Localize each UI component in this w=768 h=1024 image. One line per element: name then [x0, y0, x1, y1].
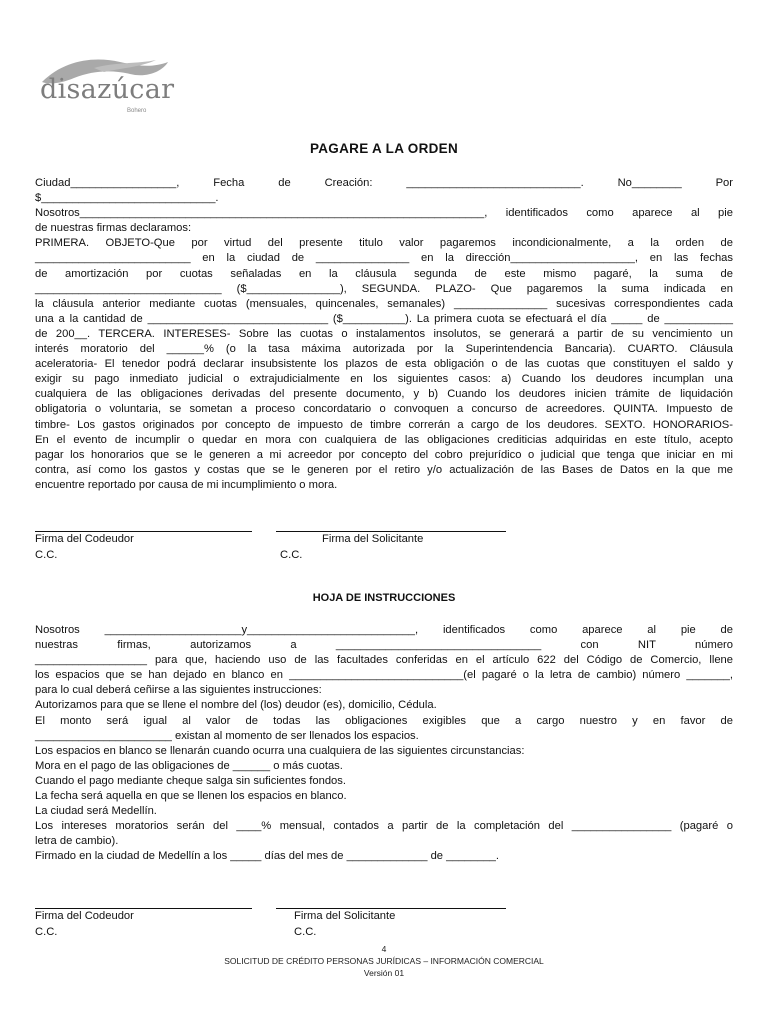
- footer-version: Versión 01: [363, 968, 405, 978]
- pagare-line: ______________________________ ($_______________), SEGUNDA. PLAZO- Que pagaremos la suma indicada en: [35, 282, 733, 295]
- pagare-line: timbre- Los gastos originados por concepto de impuesto de timbre correrán a cargo de los deudores. SEXTO. HONORARIOS-: [35, 418, 733, 431]
- instrucciones-line: nuestras firmas, autorizamos a _________________________________ con NIT número: [35, 639, 733, 652]
- instrucciones-line: La ciudad será Medellín.: [35, 805, 157, 818]
- codeudor-cc-label: C.C.: [35, 549, 58, 561]
- solicitante-signature-label: Firma del Solicitante: [294, 910, 396, 922]
- instrucciones-line: Autorizamos para que se llene el nombre del (los) deudor (es), domicilio, Cédula.: [35, 699, 437, 712]
- pagare-line: encuentre reportado por causa de mi incumplimiento o mora.: [35, 478, 338, 491]
- pagare-line: Ciudad_________________, Fecha de Creación: ____________________________. No________ Por: [35, 177, 733, 189]
- codeudor-cc-label: C.C.: [35, 926, 58, 938]
- pagare-line: contra, así como los gastos y costas que se le generen por el retiro y/o actualización de las Bases de Datos en la que me: [35, 463, 733, 476]
- pagare-line: $____________________________.: [35, 192, 219, 205]
- codeudor-signature-label: Firma del Codeudor: [35, 910, 134, 922]
- instrucciones-title: HOJA DE INSTRUCCIONES: [312, 592, 456, 604]
- instrucciones-line: Cuando el pago mediante cheque salga sin suficientes fondos.: [35, 774, 346, 787]
- pagare-line: una a la cantidad de _____________________________ ($__________). La primera cuota se efectuará el día _____ de ___________: [35, 312, 733, 325]
- pagare-line: cualquiera de las obligaciones derivadas del presente documento, y b) Cuando los deudores inicien trámite de liquidación: [35, 388, 733, 401]
- pagare-line: _________________________ en la ciudad de _______________ en la dirección____________________, en las fechas: [35, 252, 733, 265]
- instrucciones-line: El monto será igual al valor de todas las obligaciones exigibles que a cargo nuestro y en favor de: [35, 714, 733, 727]
- instrucciones-line: para lo cual deberá ceñirse a las siguientes instrucciones:: [35, 684, 322, 697]
- instrucciones-line: __________________ para que, haciendo uso de las facultades conferidas en el artículo 622 del Código de Comercio, llene: [35, 654, 733, 667]
- instrucciones-body: [35, 623, 733, 865]
- pagare-body: [35, 176, 733, 493]
- instrucciones-line: ______________________ existan al momento de ser llenados los espacios.: [35, 729, 419, 742]
- pagare-line: pagar los honorarios que se le generen a mi acreedor por concepto del cobro prejurídico o judicial que tenga que iniciar en mi: [35, 448, 733, 461]
- pagare-line: la cláusula anterior mediante cuotas (mensuales, quincenales, semanales) _______________ sucesivas correspondientes cada: [35, 297, 733, 310]
- pagare-title: PAGARE A LA ORDEN: [309, 141, 459, 156]
- pagare-line: de amortización por cuotas señaladas en la cláusula segunda de este mismo pagaré, la suma de: [35, 267, 733, 280]
- solicitante-signature-label: Firma del Solicitante: [322, 533, 424, 545]
- codeudor-signature-label: Firma del Codeudor: [35, 533, 134, 545]
- solicitante-cc-label: C.C.: [280, 549, 303, 561]
- logo-subtitle: Bohero: [127, 108, 147, 114]
- instrucciones-line: Firmado en la ciudad de Medellín a los _____ días del mes de _____________ de ________.: [35, 850, 500, 863]
- pagare-line: de 200__. TERCERA. INTERESES- Sobre las cuotas o instalamentos insolutos, se generará a partir de su vencimiento un: [35, 327, 733, 340]
- codeudor-signature-line: [35, 531, 252, 532]
- pagare-line: de nuestras firmas declaramos:: [35, 222, 192, 235]
- instrucciones-line: Nosotros ______________________y___________________________, identificados como aparece al pie de: [35, 624, 733, 636]
- instrucciones-line: los espacios que se han dejado en blanco en ____________________________(el pagaré o la letra de cambio) número _______,: [35, 669, 733, 682]
- company-logo: [34, 52, 184, 120]
- footer-line-1: SOLICITUD DE CRÉDITO PERSONAS JURÍDICAS – INFORMACIÓN COMERCIAL: [224, 956, 544, 966]
- instrucciones-line: Los espacios en blanco se llenarán cuando ocurra una cualquiera de las siguientes circunstancias:: [35, 744, 525, 757]
- instrucciones-line: Mora en el pago de las obligaciones de ______ o más cuotas.: [35, 759, 343, 772]
- instrucciones-line: La fecha será aquella en que se llenen los espacios en blanco.: [35, 790, 347, 803]
- instrucciones-line: Los intereses moratorios serán del ____% mensual, contados a partir de la completación del ________________ (pagaré o: [35, 820, 733, 833]
- solicitante-signature-line: [276, 531, 506, 532]
- solicitante-signature-line: [276, 908, 506, 909]
- instrucciones-line: letra de cambio).: [35, 835, 119, 848]
- pagare-line: En el evento de incumplir o quedar en mora con cualquiera de las obligaciones crediticias adquiridas en este título, acepto: [35, 433, 733, 446]
- pagare-line: interés moratorio del ______% (o la tasa máxima autorizada por la Superintendencia Bancaria). CUARTO. Cláusula: [35, 343, 733, 356]
- pagare-line: Nosotros_________________________________________________________________, identificados como aparece al pie: [35, 207, 733, 220]
- codeudor-signature-line: [35, 908, 252, 909]
- pagare-line: exigir su pago inmediato judicial o extrajudicialmente en los siguientes casos: a) Cuando los deudores incumplan una: [35, 373, 733, 386]
- solicitante-cc-label: C.C.: [294, 926, 317, 938]
- pagare-line: PRIMERA. OBJETO-Que por virtud del presente titulo valor pagaremos incondicionalmente, a la orden de: [35, 237, 733, 250]
- pagare-line: obligatoria o voluntaria, se sometan a proceso concordatario o convoquen a concurso de acreedores. QUINTA. Impuesto de: [35, 403, 733, 416]
- page-number: 4: [381, 944, 387, 954]
- pagare-line: aceleratoria- El tenedor podrá declarar insubsistente los plazos de esta obligación o de las cuotas que constituyen el saldo y: [35, 358, 733, 371]
- logo-wordmark: disazúcar: [40, 74, 175, 105]
